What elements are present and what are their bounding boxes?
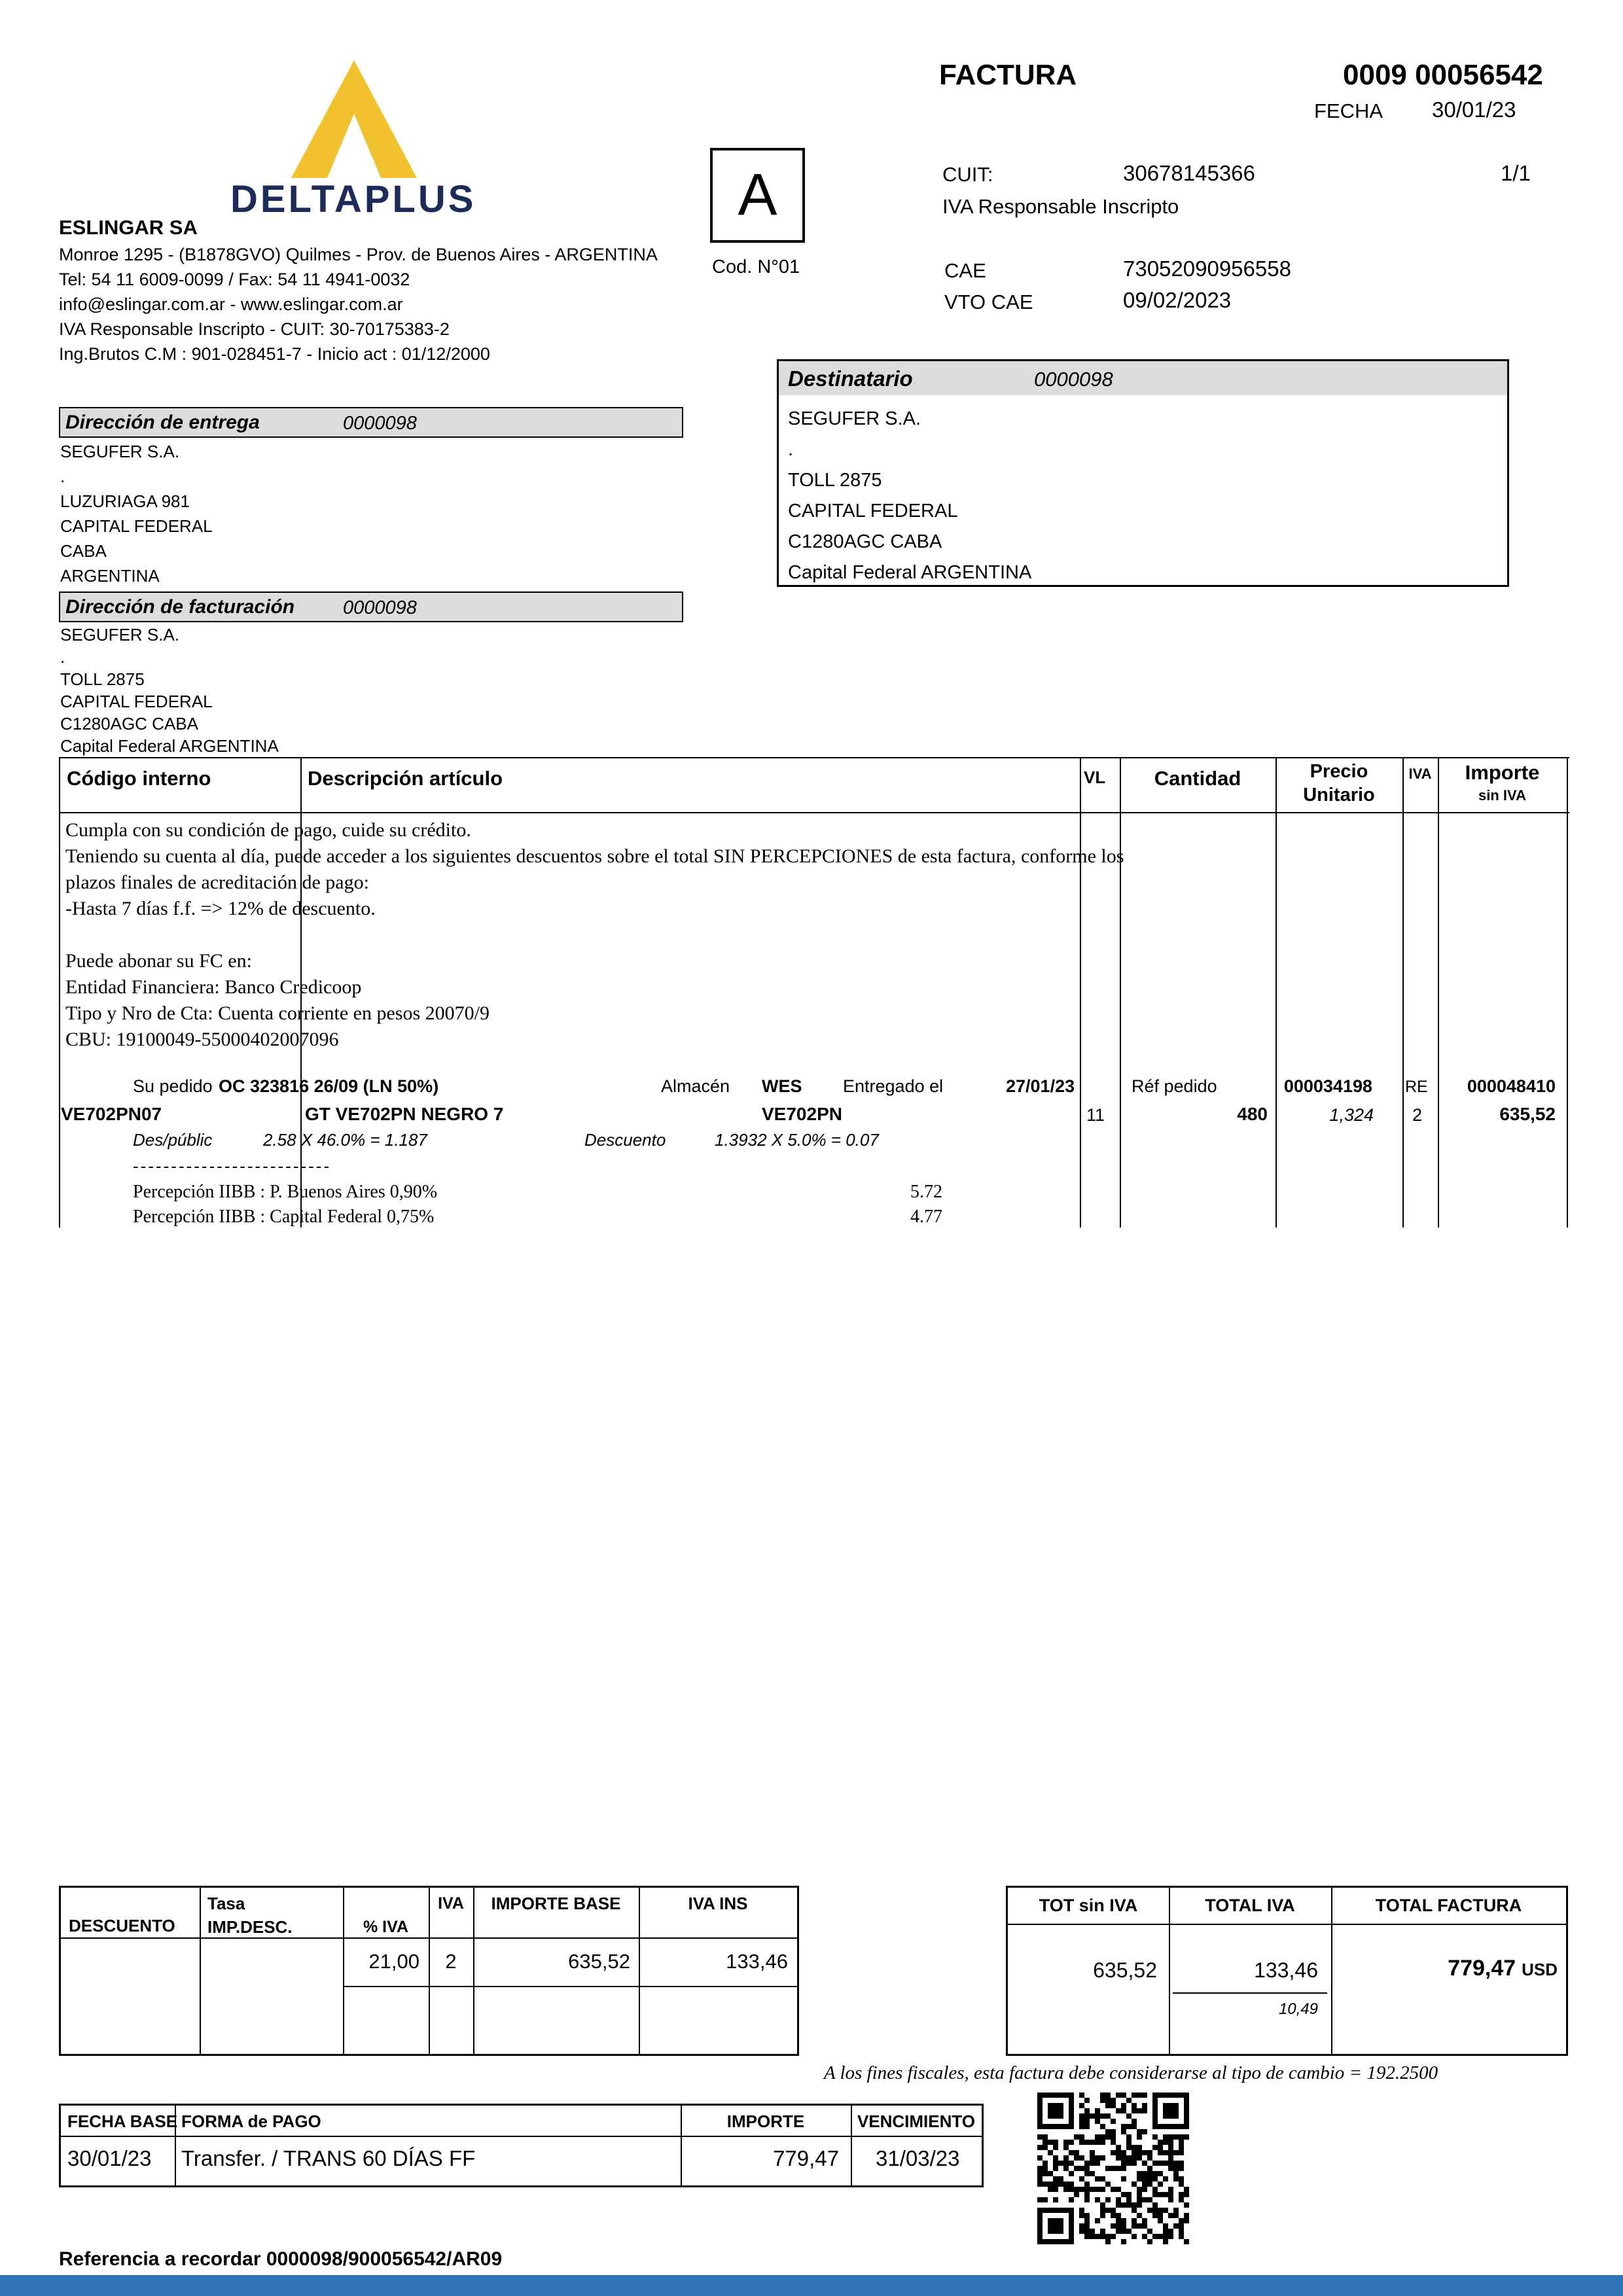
destinatario-line: . xyxy=(788,439,794,460)
percepcion-value: 5.72 xyxy=(910,1182,942,1202)
entrega-code: 0000098 xyxy=(343,413,417,434)
vto-cae-label: VTO CAE xyxy=(944,291,1033,313)
destinatario-label: Destinatario xyxy=(788,366,913,391)
fecha-base-label: FECHA BASE xyxy=(67,2111,178,2131)
destinatario-line: SEGUFER S.A. xyxy=(788,408,921,429)
facturacion-line: C1280AGC CABA xyxy=(60,714,198,733)
totals-header-border xyxy=(1008,1924,1566,1925)
entrega-line: ARGENTINA xyxy=(60,566,160,586)
destinatario-line: Capital Federal ARGENTINA xyxy=(788,562,1032,583)
table-col-line xyxy=(1438,757,1439,1227)
destinatario-line: TOLL 2875 xyxy=(788,470,882,491)
imp-desc-label: IMP.DESC. xyxy=(207,1917,293,1937)
cod-number: Cod. N°01 xyxy=(712,256,800,277)
facturacion-line: CAPITAL FEDERAL xyxy=(60,692,213,711)
vto-cae-value: 09/02/2023 xyxy=(1123,288,1232,312)
almacen-label: Almacén xyxy=(661,1076,730,1096)
totals-box xyxy=(1006,1886,1568,2056)
item-precio-unitario: 1,324 xyxy=(1329,1105,1374,1125)
item-descripcion: GT VE702PN NEGRO 7 xyxy=(305,1104,504,1124)
table-col-line xyxy=(1402,757,1404,1227)
entrega-label: Dirección de entrega xyxy=(65,412,260,433)
descuento-col-label: DESCUENTO xyxy=(69,1916,175,1935)
re-label: RE xyxy=(1405,1078,1428,1096)
col-header-iva: IVA xyxy=(1408,766,1432,782)
table-col-line xyxy=(1080,757,1081,1227)
importe-base-value: 635,52 xyxy=(568,1950,630,1973)
su-pedido-label: Su pedido xyxy=(133,1076,213,1096)
iva-ins-label: IVA INS xyxy=(688,1894,748,1913)
destinatario-line: C1280AGC CABA xyxy=(788,531,942,552)
tax-box-values-border xyxy=(343,1986,797,1987)
cuit-value: 30678145366 xyxy=(1123,161,1255,185)
ref-pedido-value: 000034198 xyxy=(1283,1076,1372,1096)
iva-code-value: 2 xyxy=(445,1950,457,1973)
col-header-importe-2: sin IVA xyxy=(1478,787,1526,804)
payment-box xyxy=(59,2104,984,2187)
percepcion-label: Percepción IIBB : P. Buenos Aires 0,90% xyxy=(133,1182,438,1202)
vencimiento-label: VENCIMIENTO xyxy=(857,2111,976,2131)
item-vl: 11 xyxy=(1086,1105,1105,1125)
page-indicator: 1/1 xyxy=(1501,161,1531,185)
cae-value: 73052090956558 xyxy=(1123,256,1291,281)
tax-box-line xyxy=(200,1888,201,2054)
entrega-line: SEGUFER S.A. xyxy=(60,442,180,461)
col-header-vl: VL xyxy=(1084,768,1106,787)
total-factura-amount: 779,47 xyxy=(1448,1956,1516,1981)
destinatario-box xyxy=(777,359,1509,587)
destinatario-line: CAPITAL FEDERAL xyxy=(788,501,958,521)
ref-pedido-label: Réf pedido xyxy=(1132,1076,1217,1096)
total-factura-currency: USD xyxy=(1522,1960,1558,1979)
referencia: Referencia a recordar 0000098/900056542/AR09 xyxy=(59,2248,503,2270)
entrega-line: LUZURIAGA 981 xyxy=(60,491,190,511)
des-public-calc: 2.58 X 46.0% = 1.187 xyxy=(263,1130,427,1150)
seller-address-line: Monroe 1295 - (B1878GVO) Quilmes - Prov. de Buenos Aires - ARGENTINA xyxy=(59,245,658,264)
cuit-label: CUIT: xyxy=(942,163,993,186)
facturacion-code: 0000098 xyxy=(343,597,417,618)
invoice-letter-box xyxy=(710,148,805,243)
tax-summary-box xyxy=(59,1886,799,2056)
notice-line: Teniendo su cuenta al día, puede acceder a los siguientes descuentos sobre el total SIN PERCEPCIONES de esta factura, conforme los xyxy=(65,845,1124,867)
total-factura-value xyxy=(1335,1956,1558,1981)
entrega-line: CABA xyxy=(60,541,107,561)
footer-bar xyxy=(0,2275,1623,2296)
tax-box-header-border xyxy=(61,1937,797,1939)
tot-sin-iva-value: 635,52 xyxy=(1093,1958,1157,1982)
facturacion-label: Dirección de facturación xyxy=(65,596,295,618)
entregado-label: Entregado el xyxy=(843,1076,944,1096)
notice-line: Cumpla con su condición de pago, cuide su crédito. xyxy=(65,819,471,841)
pct-iva-label: % IVA xyxy=(363,1918,408,1936)
notice-line: plazos finales de acreditación de pago: xyxy=(65,872,369,893)
descuento-label: Descuento xyxy=(584,1130,666,1150)
item-importe: 635,52 xyxy=(1499,1104,1556,1124)
iva-col-label: IVA xyxy=(438,1894,464,1913)
notice-line: CBU: 19100049-55000402007096 xyxy=(65,1029,339,1050)
qr-code xyxy=(1037,2093,1189,2244)
tasa-label: Tasa xyxy=(207,1894,245,1913)
table-col-line xyxy=(1567,757,1568,1227)
seller-phone-line: Tel: 54 11 6009-0099 / Fax: 54 11 4941-0032 xyxy=(59,270,410,289)
item-iva-code: 2 xyxy=(1412,1105,1423,1125)
table-top-border xyxy=(59,757,1569,758)
fecha-value: 30/01/23 xyxy=(1432,97,1516,122)
cae-label: CAE xyxy=(944,259,986,282)
re-number: 000048410 xyxy=(1467,1076,1556,1096)
pct-iva-value: 21,00 xyxy=(368,1950,419,1973)
col-header-descripcion: Descripción artículo xyxy=(308,767,503,790)
table-header-border xyxy=(59,812,1569,813)
logo-text: DELTAPLUS xyxy=(230,178,476,221)
facturacion-line: TOLL 2875 xyxy=(60,669,145,689)
iva-secondary-border xyxy=(1173,1992,1327,1994)
iva-ins-value: 133,46 xyxy=(726,1950,788,1973)
forma-pago-label: FORMA de PAGO xyxy=(181,2111,321,2131)
facturacion-line: Capital Federal ARGENTINA xyxy=(60,736,279,756)
item-cantidad: 480 xyxy=(1237,1104,1268,1124)
notice-line: Tipo y Nro de Cta: Cuenta corriente en pesos 20070/9 xyxy=(65,1002,490,1024)
col-header-precio-1: Precio xyxy=(1310,761,1368,782)
importe-base-label: IMPORTE BASE xyxy=(491,1894,621,1913)
tot-sin-iva-label: TOT sin IVA xyxy=(1039,1896,1138,1915)
entrega-line: . xyxy=(60,467,65,486)
delta-triangle-icon xyxy=(289,56,419,182)
cambio-note: A los fines fiscales, esta factura debe considerarse al tipo de cambio = 192.2500 xyxy=(824,2062,1438,2083)
destinatario-code: 0000098 xyxy=(1034,368,1113,391)
invoice-number: 0009 00056542 xyxy=(1343,59,1543,91)
seller-name: ESLINGAR SA xyxy=(59,216,198,239)
seller-ingbrutos-line: Ing.Brutos C.M : 901-028451-7 - Inicio act : 01/12/2000 xyxy=(59,344,490,364)
total-factura-label: TOTAL FACTURA xyxy=(1375,1896,1522,1915)
percepcion-label: Percepción IIBB : Capital Federal 0,75% xyxy=(133,1207,435,1227)
col-header-codigo: Código interno xyxy=(67,767,211,790)
forma-pago-value: Transfer. / TRANS 60 DÍAS FF xyxy=(181,2146,476,2170)
facturacion-line: . xyxy=(60,647,65,667)
seller-iva-line: IVA Responsable Inscripto - CUIT: 30-70175383-2 xyxy=(59,319,450,339)
iva-secondary-value: 10,49 xyxy=(1278,2000,1318,2018)
importe-label: IMPORTE xyxy=(726,2111,805,2131)
entregado-value: 27/01/23 xyxy=(1006,1076,1075,1096)
col-header-cantidad: Cantidad xyxy=(1154,767,1241,790)
invoice-letter: A xyxy=(738,162,777,228)
importe-value: 779,47 xyxy=(773,2146,839,2170)
notice-line: Entidad Financiera: Banco Credicoop xyxy=(65,976,362,998)
seller-web-line: info@eslingar.com.ar - www.eslingar.com.ar xyxy=(59,294,403,314)
percepcion-value: 4.77 xyxy=(910,1207,942,1227)
notice-line: -Hasta 7 días f.f. => 12% de descuento. xyxy=(65,898,376,919)
table-col-line xyxy=(1275,757,1277,1227)
brand-logo xyxy=(289,56,419,182)
col-header-precio-2: Unitario xyxy=(1303,785,1375,805)
descuento-calc: 1.3932 X 5.0% = 0.07 xyxy=(715,1130,879,1150)
des-public-label: Des/públic xyxy=(133,1130,213,1150)
total-iva-label: TOTAL IVA xyxy=(1205,1896,1295,1915)
entrega-line: CAPITAL FEDERAL xyxy=(60,516,213,536)
fecha-label: FECHA xyxy=(1314,99,1383,122)
dashed-separator: -------------------------- xyxy=(133,1156,332,1176)
table-col-line xyxy=(1120,757,1121,1227)
col-header-importe-1: Importe xyxy=(1465,761,1540,784)
fecha-base-value: 30/01/23 xyxy=(67,2146,152,2170)
vencimiento-value: 31/03/23 xyxy=(876,2146,960,2170)
iva-condition: IVA Responsable Inscripto xyxy=(942,195,1179,218)
item-modelo: VE702PN xyxy=(762,1104,842,1124)
facturacion-line: SEGUFER S.A. xyxy=(60,625,180,645)
almacen-value: WES xyxy=(762,1076,802,1096)
doc-type-title: FACTURA xyxy=(939,59,1077,91)
su-pedido-value: OC 323816 26/09 (LN 50%) xyxy=(219,1076,439,1096)
notice-line: Puede abonar su FC en: xyxy=(65,950,252,972)
table-col-line xyxy=(59,757,60,1227)
item-codigo: VE702PN07 xyxy=(61,1104,162,1124)
total-iva-value: 133,46 xyxy=(1254,1958,1318,1982)
payment-header-border xyxy=(61,2136,982,2137)
